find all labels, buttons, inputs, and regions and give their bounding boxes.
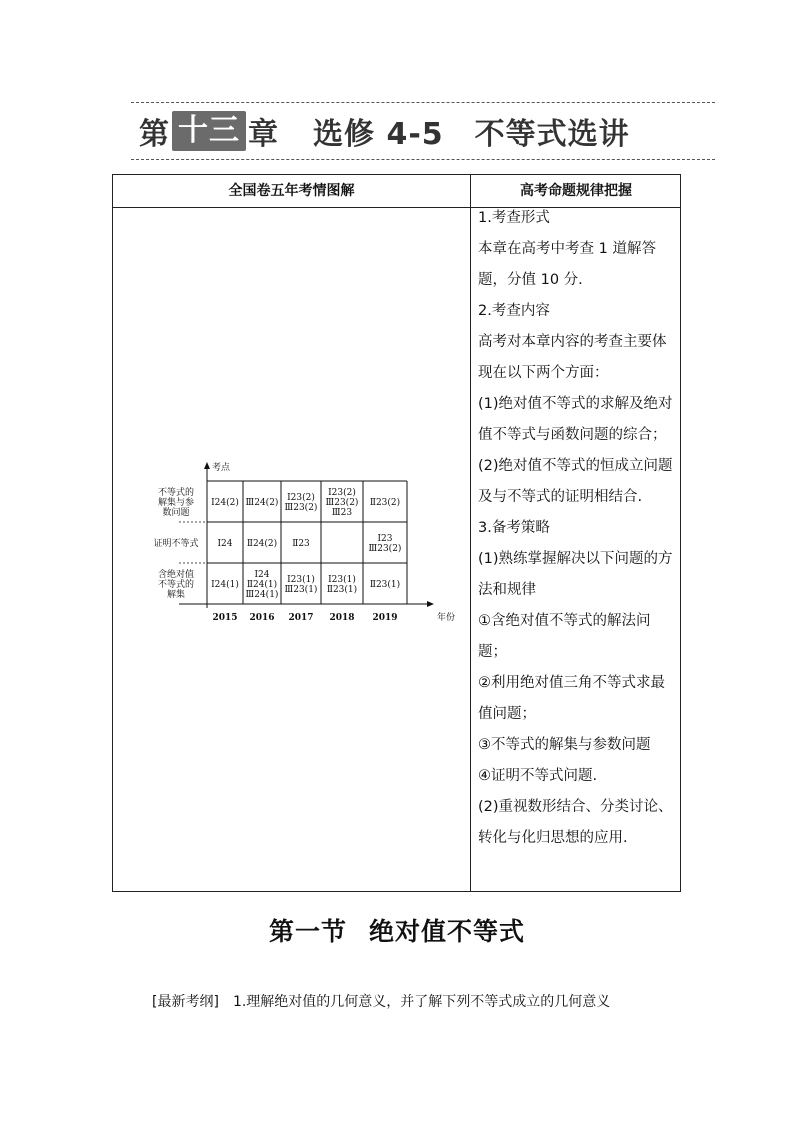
cell-value: Ⅰ24(1) [211,580,239,590]
cell-value: Ⅱ24(2) [246,539,278,549]
cell-value: Ⅱ23 [292,539,310,549]
exam-rule-line: ③不等式的解集与参数问题 [478,737,651,753]
outline-tag: [最新考纲] [152,994,219,1010]
cell-value: Ⅰ23(2) [328,488,356,498]
year-tick-label: 2018 [329,613,355,623]
chapter-name: 选修 4-5 不等式选讲 [313,117,630,152]
y-axis-label: 考点 [212,463,231,473]
left-column-header: 全国卷五年考情图解 [228,183,355,199]
section-name: 绝对值不等式 [369,917,526,946]
chapter-number: 十三 [172,111,246,151]
row-label: 不等式的 [157,488,195,498]
exam-rule-line: ②利用绝对值三角不等式求最值问题； [478,675,665,722]
cell-value: Ⅰ24 [254,570,270,580]
exam-rule-line: (2)绝对值不等式的恒成立问题及与不等式的证明相结合. [478,458,673,505]
exam-rule-line: 3.备考策略 [478,520,550,536]
row-label: 数问题 [162,508,190,518]
exam-rule-line: 本章在高考中考查 1 道解答题，分值 10 分. [478,241,656,288]
chapter-header [131,102,715,160]
exam-rule-line: ①含绝对值不等式的解法问题； [478,613,651,660]
cell-value: Ⅰ23 [377,534,393,544]
cell-value: Ⅱ24(1) [246,580,278,590]
exam-rule-line: (1)绝对值不等式的求解及绝对值不等式与函数问题的综合； [478,396,673,443]
exam-rule-line: 高考对本章内容的考查主要体现在以下两个方面： [478,334,667,381]
chapter-prefix: 第 [139,117,170,152]
exam-rule-line: 2.考查内容 [478,303,550,319]
exam-distribution-svg [145,455,455,635]
exam-analysis-table [112,174,681,892]
outline-text: 1.理解绝对值的几何意义，并了解下列不等式成立的几何意义 [232,994,611,1010]
year-tick-label: 2019 [372,613,398,623]
row-label: 不等式的 [157,580,195,590]
x-axis-arrow [427,601,434,607]
cell-value: Ⅲ24(1) [245,590,279,600]
exam-rule-line: ④证明不等式问题. [478,768,598,784]
right-column-header: 高考命题规律把握 [520,183,632,199]
x-axis-label: 年份 [437,613,455,623]
year-tick-label: 2017 [288,613,314,623]
cell-value: Ⅲ23(2) [368,544,402,554]
cell-value: Ⅰ23(2) [287,493,315,503]
row-label: 证明不等式 [153,539,199,549]
section-number: 第一节 [268,917,347,946]
year-tick-label: 2015 [212,613,238,623]
exam-rule-line: 1.考查形式 [478,210,550,226]
cell-value: Ⅱ23(1) [326,585,358,595]
exam-distribution-chart [145,455,455,635]
cell-value: Ⅱ23(1) [369,580,401,590]
exam-rules-content [478,203,678,854]
cell-value: Ⅰ23(1) [287,575,315,585]
cell-value: Ⅰ24 [217,539,233,549]
y-axis-arrow [204,462,210,469]
column-divider [470,175,471,891]
row-label: 含绝对值 [157,570,195,580]
cell-value: Ⅰ24(2) [211,498,239,508]
row-label: 解集与参 [157,498,195,508]
row-label: 解集 [166,590,186,600]
cell-value: Ⅱ23(2) [369,498,401,508]
exam-outline [152,991,712,1011]
cell-value: Ⅲ23(2) [284,503,318,513]
chapter-title [139,111,630,151]
cell-value: Ⅲ23 [331,508,353,518]
cell-value: Ⅲ23(2) [325,498,359,508]
chapter-suffix: 章 [248,117,279,152]
cell-value: Ⅲ23(1) [284,585,318,595]
section-title [0,912,794,948]
exam-rule-line: (1)熟练掌握解决以下问题的方法和规律 [478,551,673,598]
exam-rule-line: (2)重视数形结合、分类讨论、转化与化归思想的应用. [478,799,673,846]
cell-value: Ⅰ23(1) [328,575,356,585]
year-tick-label: 2016 [249,613,275,623]
cell-value: Ⅲ24(2) [245,498,279,508]
